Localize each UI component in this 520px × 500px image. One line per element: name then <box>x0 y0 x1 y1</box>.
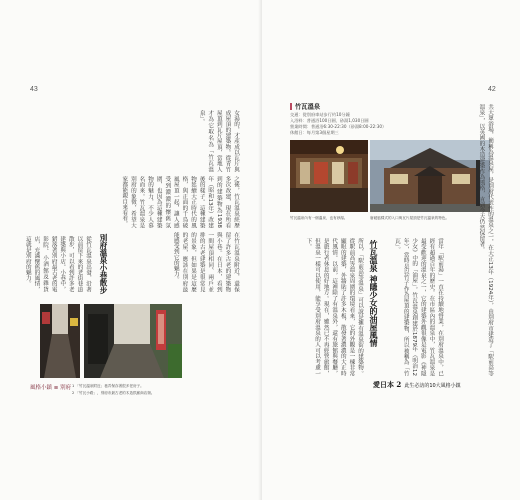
left-page-number: 43 <box>30 86 38 93</box>
interior-photo-image <box>290 140 368 212</box>
left-heading: 別府溫泉小巷散步 <box>99 234 108 294</box>
accent-bar <box>290 103 292 110</box>
right-column-b: 當年「駅前湯」一直在持續地營業，在別府溫泉中，已經有超過百年的歷史。在市區內的溫泉中，竹瓦溫泉是最受歡迎的溫泉之一，它的建築外觀很像是電影《神隱少女》中的「油屋」。竹瓦溫泉創建於1879年（明治12年），當時是以竹子作為屋頂的建築物，所以被稱為「竹瓦」。 <box>394 238 443 376</box>
arcade-photo-image <box>84 304 182 378</box>
caption-number-2: 2 <box>72 391 75 395</box>
caption-2: 「竹瓦小路」，別府市最古老的木造拱廊商店街。 <box>75 391 155 395</box>
info-title: 竹瓦溫泉 <box>295 103 321 111</box>
left-column-bottom: 從竹瓦溫泉出發，沿著以前留下來的老街巷道散步，可以看到許多老建築與小店。小巷中，錯落著別府最古老的電影院、小酒館及雜貨店，充滿懷舊的風情，這就是別府的魅力。 <box>24 236 91 292</box>
right-heading: 竹瓦溫泉 神隱少女的油屋風情 <box>369 240 378 347</box>
footer-brand: 愛日本 2 <box>373 380 402 389</box>
caption-row-2 <box>72 391 155 396</box>
info-title-row <box>290 103 410 111</box>
info-line-1: 交通：從別府車站步行約10分鐘 <box>290 111 350 117</box>
left-column-middle: 之後，竹瓦溫泉經歷多次改建，現在所看到的建築物為1938年（昭和13年）改建後的樣子。這棟建築物延續大正時代的風格，與正面的千鳥破風屋頂一起，讓人感受到濃濃的懷舊氛圍，也因為這棟建築物的魅力，不少人慕名而來。竹瓦溫泉是別府的象徵，希望大家都能親自來看看。 <box>121 176 239 228</box>
photo-caption-1: 竹瓦溫泉內有一個溫泉，也有砂湯。 <box>290 216 348 220</box>
right-page-number: 42 <box>488 86 496 93</box>
info-line-3: 營業時間：普通浴6:30-22:30（砂湯8:00-22:30） <box>290 124 387 130</box>
footer-subtitle: 此生必訪的10大風格小鎮 <box>404 383 461 389</box>
right-footer <box>373 380 461 390</box>
alley-photo <box>40 304 80 378</box>
right-column-a: 所以，「駅前高等溫泉」可以說是擁有溫泉街的建築物。從駅前高等溫泉周圍的環境看來，它的外觀是一棟非常顯眼的建築，外牆貼了許多木板，散發著濃濃的大正時代風情。以前，這裡除了有溫泉外，還有旅館與餐廳，是旅行者休息的好地方。現在，雖然已不再經營旅館，但溫泉一樣可以使用，能享受別府溫泉的人可以考慮一下。 <box>305 238 363 376</box>
right-column-c: 共大眾浴場，簡稱為溫泉屋，是別府代表性的溫泉之一，在大正13年（1924年），由別府市建造了「駅前高等溫泉」，以英國的木造建築作為風格，直到今天仍然保留著。 <box>478 104 493 376</box>
left-column-top: 女湯的，才產成以瓦片與成屋頂的建築物。從青竹屋頂到瓦片屋頂，當地人才為它取名為「竹瓦溫泉」。 <box>198 110 239 172</box>
info-line-2: 入浴料：普通浴100日圓、砂湯1,030日圓 <box>290 117 369 123</box>
alley-photo-image <box>40 304 80 378</box>
left-footer: 風格小鎮 ≡ 別府 <box>30 385 72 391</box>
info-line-4: 休館日：每月第3個星期三 <box>290 130 339 136</box>
left-column-lower: 在竹瓦溫泉附近，還保留了許多古老的建築物與小巷。在日本，看到一間屋頂相同、兩戶並排的古老建築是很常見的景象，但如果是這麼的老屋，應該在別府最能感受到它的魅力。 <box>172 232 239 292</box>
caption-1: 「竹瓦溫泉附近」巷弄保存著很多老房子。 <box>75 384 144 388</box>
arcade-photo <box>84 304 182 378</box>
interior-photo <box>290 140 368 212</box>
photo-caption-2: 唐破風樣式的入口與瓦片屋頂是竹瓦溫泉的特色。 <box>370 216 450 220</box>
caption-row-1 <box>72 384 144 389</box>
info-box <box>290 103 410 137</box>
caption-number-1: 1 <box>72 384 75 388</box>
